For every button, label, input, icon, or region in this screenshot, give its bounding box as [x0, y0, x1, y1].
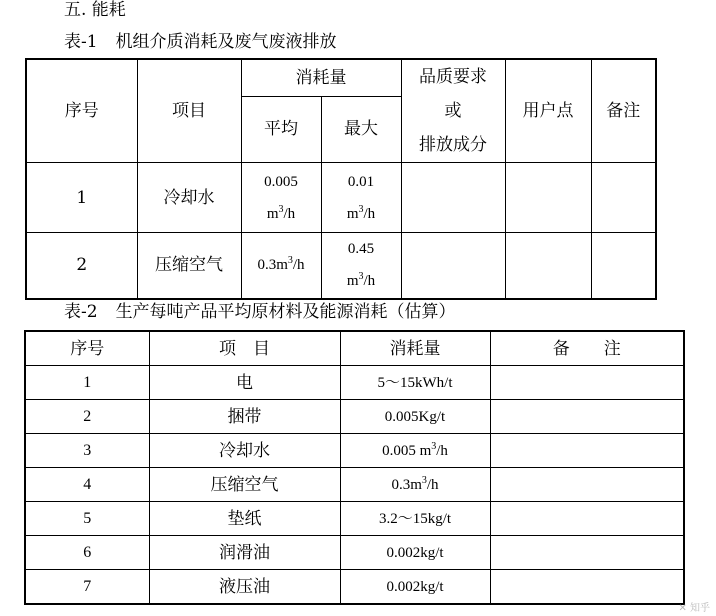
unit-base: m [346, 205, 359, 222]
cell-item: 压缩空气 [137, 233, 241, 299]
cell-value: 3.2～15kg/t [340, 502, 490, 536]
unit-base: m [266, 205, 279, 222]
table1-caption-id: 表-1 [64, 32, 98, 52]
cell-no: 2 [25, 400, 149, 434]
cell-item: 垫纸 [149, 502, 340, 536]
cell-avg-line1: 0.005 [264, 173, 298, 190]
watermark: ✕ 知乎 [678, 603, 710, 614]
cell-value: 5～15kWh/t [340, 366, 490, 400]
unit-rate: /h [426, 476, 439, 493]
table2-caption [64, 302, 456, 322]
cell-value [340, 434, 490, 468]
cell-remarks [490, 366, 684, 400]
table1-caption-text: 机组介质消耗及废气废液排放 [115, 32, 337, 52]
per-ton-consumption-table [24, 330, 685, 605]
cell-item: 捆带 [149, 400, 340, 434]
table2-caption-text: 生产每吨产品平均原材料及能源消耗（估算） [115, 302, 456, 322]
table-row [25, 570, 684, 605]
unit-base: m [346, 273, 359, 290]
header-remarks: 备 注 [490, 331, 684, 366]
cell-value: 0.005Kg/t [340, 400, 490, 434]
table-row [26, 163, 656, 233]
cell-user-point [505, 233, 591, 299]
unit-base: 0.3m [391, 476, 422, 493]
cell-remarks [490, 468, 684, 502]
unit-base: 0.3m [257, 257, 288, 274]
header-no: 序号 [25, 331, 149, 366]
cell-no: 6 [25, 536, 149, 570]
header-item: 项 目 [149, 331, 340, 366]
header-consumption: 消耗量 [241, 59, 401, 96]
table-row [25, 400, 684, 434]
header-item: 项目 [137, 59, 241, 163]
cell-no: 1 [26, 163, 137, 233]
cell-item: 电 [149, 366, 340, 400]
cell-no: 7 [25, 570, 149, 605]
cell-remarks [591, 233, 656, 299]
cell-remarks [490, 502, 684, 536]
unit-exponent: 3 [358, 271, 364, 283]
cell-max [321, 163, 401, 233]
cell-no: 2 [26, 233, 137, 299]
cell-quality [401, 163, 505, 233]
header-user-point: 用户点 [505, 59, 591, 163]
cell-max [321, 233, 401, 299]
header-avg: 平均 [241, 96, 321, 162]
cell-avg-line2 [242, 198, 321, 230]
unit-rate: /h [292, 257, 305, 274]
cell-no: 5 [25, 502, 149, 536]
cell-remarks [490, 434, 684, 468]
table2-caption-id: 表-2 [64, 302, 98, 322]
header-quality-line1: 品质要求 [419, 67, 487, 87]
unit-exponent: 3 [287, 255, 293, 267]
cell-value [340, 468, 490, 502]
table-row [25, 502, 684, 536]
table-row [25, 536, 684, 570]
cell-quality [401, 233, 505, 299]
unit-exponent: 3 [358, 203, 364, 215]
cell-item: 润滑油 [149, 536, 340, 570]
cell-item: 液压油 [149, 570, 340, 605]
unit-exponent: 3 [421, 474, 427, 486]
cell-item: 压缩空气 [149, 468, 340, 502]
cell-avg [241, 163, 321, 233]
cell-item: 冷却水 [137, 163, 241, 233]
cell-item: 冷却水 [149, 434, 340, 468]
cell-no: 1 [25, 366, 149, 400]
cell-user-point [505, 163, 591, 233]
media-consumption-table [25, 58, 657, 300]
header-remarks: 备注 [591, 59, 656, 163]
cell-remarks [490, 400, 684, 434]
cell-no: 4 [25, 468, 149, 502]
cell-remarks [591, 163, 656, 233]
cell-value: 0.002kg/t [340, 536, 490, 570]
table-row [26, 233, 656, 299]
table-row [25, 366, 684, 400]
header-consumption: 消耗量 [340, 331, 490, 366]
header-max: 最大 [321, 96, 401, 162]
cell-value: 0.002kg/t [340, 570, 490, 605]
unit-base: 0.005 m [382, 442, 432, 459]
cell-max-line2 [322, 265, 401, 297]
cell-remarks [490, 536, 684, 570]
table1-caption [64, 32, 337, 52]
cell-max-line1: 0.01 [347, 173, 375, 190]
unit-rate: /h [436, 442, 448, 459]
unit-exponent: 3 [431, 440, 437, 452]
section-title: 五. 能耗 [64, 0, 126, 20]
header-no: 序号 [26, 59, 137, 163]
header-quality [401, 59, 505, 163]
cell-max-line1: 0.45 [347, 241, 375, 258]
table-row [25, 434, 684, 468]
unit-rate: /h [363, 205, 376, 222]
cell-max-line2 [322, 198, 401, 230]
header-quality-line2: 或 [444, 101, 462, 121]
cell-avg [241, 233, 321, 299]
cell-no: 3 [25, 434, 149, 468]
header-quality-line3: 排放成分 [419, 135, 487, 155]
cell-remarks [490, 570, 684, 605]
unit-rate: /h [363, 273, 376, 290]
unit-exponent: 3 [278, 203, 284, 215]
unit-rate: /h [283, 205, 296, 222]
table-row [25, 468, 684, 502]
